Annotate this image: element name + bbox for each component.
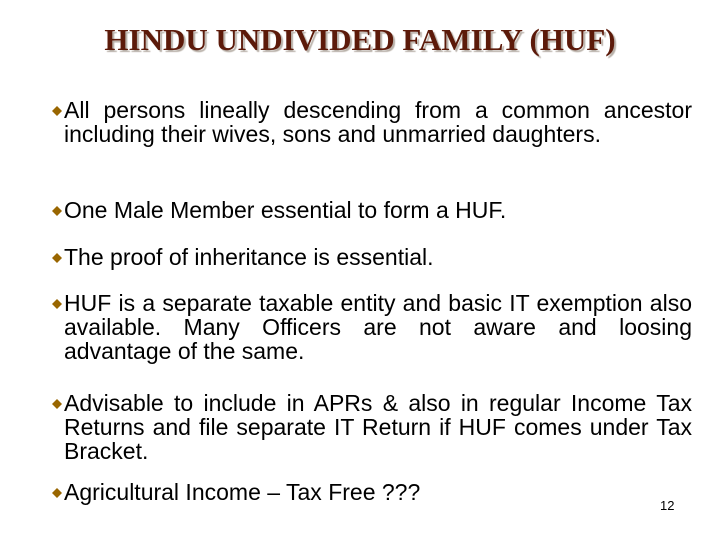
bullet-text: Agricultural Income – Tax Free ??? (64, 479, 421, 505)
bullet-text: HUF is a separate taxable entity and basic IT exemption also available. Many Officers are not aware and loosing advantage of the same. (64, 290, 692, 364)
diamond-bullet-icon (52, 399, 62, 409)
diamond-bullet-icon (52, 488, 62, 498)
bullet-text: Advisable to include in APRs & also in regular Income Tax Returns and file separate IT Return if HUF comes under Tax Bracket. (64, 390, 692, 464)
diamond-bullet-icon (52, 206, 62, 216)
bullet-text: All persons lineally descending from a common ancestor including their wives, sons and unmarried daughters. (64, 97, 692, 147)
bullet-text: The proof of inheritance is essential. (64, 244, 434, 270)
slide-title: HINDU UNDIVIDED FAMILY (HUF) (104, 22, 616, 57)
page-number: 12 (660, 498, 675, 513)
diamond-bullet-icon (52, 253, 62, 263)
bullet-text: One Male Member essential to form a HUF. (64, 197, 507, 223)
diamond-bullet-icon (52, 106, 62, 116)
diamond-bullet-icon (52, 299, 62, 309)
